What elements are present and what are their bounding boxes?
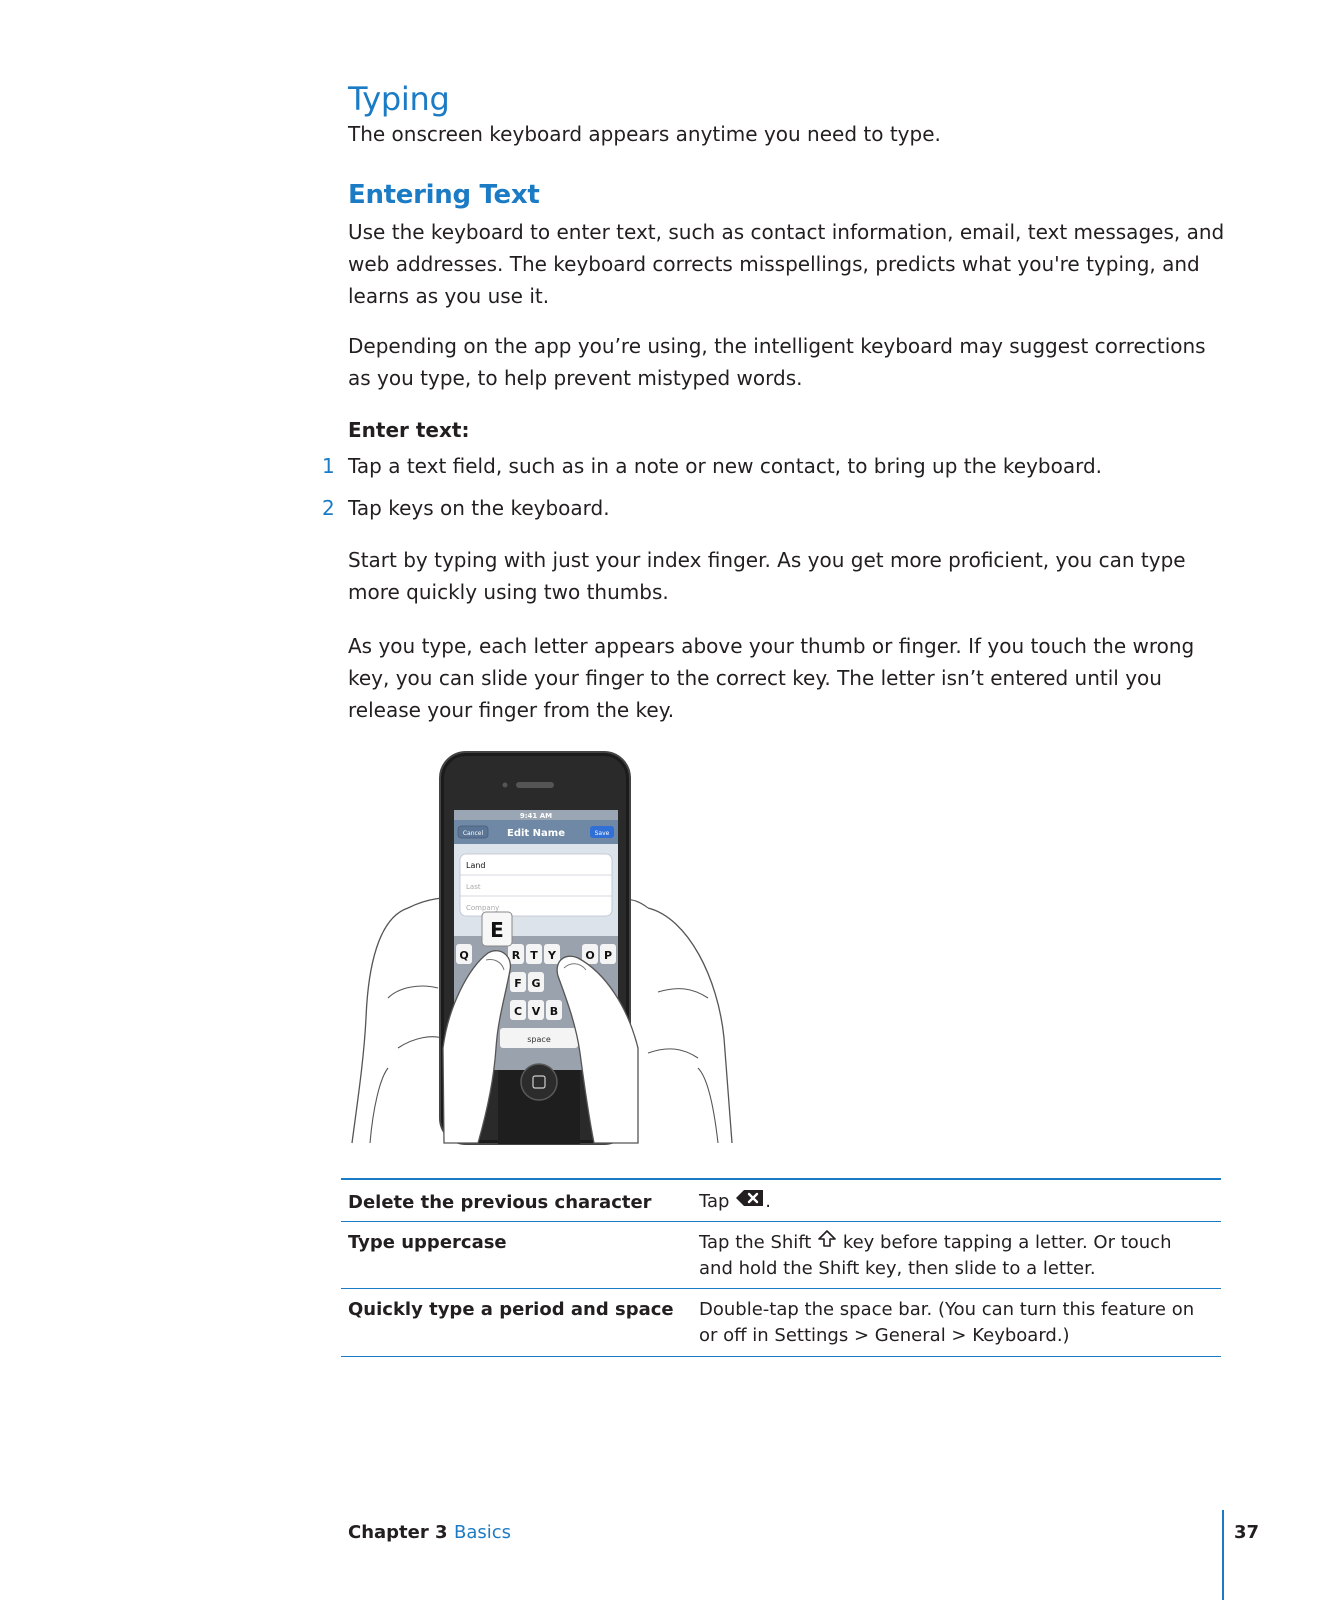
table-how bbox=[699, 1189, 1209, 1215]
keyboard-tips-table bbox=[341, 1178, 1221, 1357]
table-how bbox=[699, 1230, 1209, 1282]
table-how-suffix: . bbox=[765, 1191, 771, 1212]
popup-key: E bbox=[490, 918, 504, 942]
lead-text: The onscreen keyboard appears anytime you need to type. bbox=[348, 122, 941, 146]
key-p: P bbox=[603, 949, 613, 962]
page-heading: Typing bbox=[348, 80, 450, 118]
table-row bbox=[341, 1222, 1221, 1289]
cancel-button: Cancel bbox=[462, 830, 484, 837]
page-number: 37 bbox=[1234, 1522, 1260, 1543]
delete-key-icon bbox=[735, 1189, 765, 1215]
iphone-typing-illustration bbox=[348, 748, 758, 1148]
key-y: Y bbox=[548, 949, 556, 962]
field-last: Last bbox=[466, 883, 481, 891]
key-q: Q bbox=[459, 949, 469, 962]
table-action: Quickly type a period and space bbox=[348, 1299, 674, 1320]
key-b: B bbox=[549, 1005, 559, 1018]
key-space: space bbox=[527, 1035, 551, 1044]
table-how-suffix: key before tapping a letter. Or touch and hold the Shift key, then slide to a letter. bbox=[699, 1232, 1172, 1279]
table-how-prefix: Tap the Shift bbox=[699, 1232, 818, 1253]
footer-section-link[interactable]: Basics bbox=[454, 1522, 512, 1543]
key-c: C bbox=[513, 1005, 523, 1018]
step-1-number: 1 bbox=[322, 454, 335, 478]
save-button: Save bbox=[594, 830, 610, 837]
key-g: G bbox=[531, 977, 541, 990]
footer-divider bbox=[1222, 1510, 1224, 1600]
key-t: T bbox=[530, 949, 538, 962]
task-label: Enter text: bbox=[348, 418, 470, 442]
footer-chapter: Chapter 3 bbox=[348, 1522, 448, 1543]
step-2-text: Tap keys on the keyboard. bbox=[348, 496, 610, 520]
paragraph-3: Start by typing with just your index finger. As you get more proficient, you can type more quickly using two thumbs. bbox=[348, 548, 1186, 604]
paragraph-4: As you type, each letter appears above your thumb or finger. If you touch the wrong key, you can slide your finger to the correct key. The letter isn’t entered until you release your finger from the key. bbox=[348, 634, 1195, 722]
paragraph-1: Use the keyboard to enter text, such as contact information, email, text messages, and web addresses. The keyboard corrects misspellings, predicts what you're typing, and learns as you use it. bbox=[348, 220, 1225, 308]
table-action: Type uppercase bbox=[348, 1232, 507, 1253]
field-first: Land bbox=[466, 861, 486, 870]
nav-title: Edit Name bbox=[507, 828, 565, 839]
field-company: Company bbox=[466, 904, 500, 912]
section-heading: Entering Text bbox=[348, 180, 540, 210]
shift-arrow-icon bbox=[817, 1230, 837, 1256]
table-how: Double-tap the space bar. (You can turn this feature on or off in Settings > General > Keyboard.) bbox=[699, 1299, 1195, 1346]
key-v: V bbox=[531, 1005, 541, 1018]
table-row bbox=[341, 1289, 1221, 1357]
key-f: F bbox=[514, 977, 522, 990]
status-time: 9:41 AM bbox=[519, 812, 553, 820]
step-2-number: 2 bbox=[322, 496, 335, 520]
table-row bbox=[341, 1180, 1221, 1222]
table-how-prefix: Tap bbox=[699, 1191, 736, 1212]
iphone-hands-drawing bbox=[348, 748, 758, 1148]
step-1-text: Tap a text field, such as in a note or new contact, to bring up the keyboard. bbox=[348, 454, 1103, 478]
key-r: R bbox=[511, 949, 521, 962]
key-o: O bbox=[585, 949, 595, 962]
table-action: Delete the previous character bbox=[348, 1192, 652, 1213]
paragraph-2: Depending on the app you’re using, the intelligent keyboard may suggest corrections as you type, to help prevent mistyped words. bbox=[348, 334, 1206, 390]
